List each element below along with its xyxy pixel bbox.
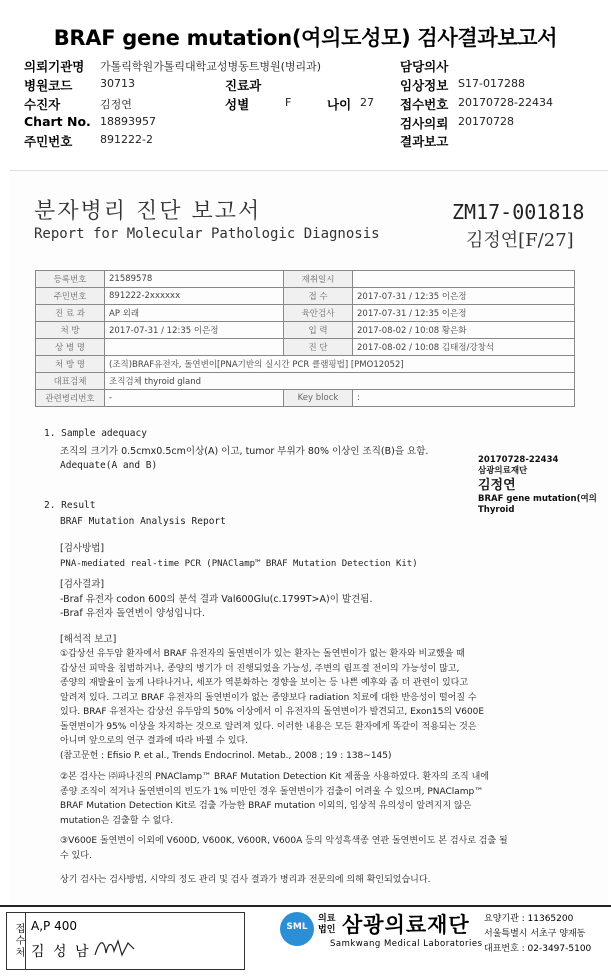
table-cell: 진 단 (284, 339, 353, 356)
section1-line1: 조직의 크기가 0.5cmx0.5cm이상(A) 이고, tumor 부위가 80% 이상인 조직(B)을 요함. (60, 446, 429, 457)
closing-text: 상기 검사는 검사방법, 시약의 정도 관리 및 검사 결과가 병리과 전문의에 의해 확인되었습니다. (60, 875, 431, 885)
report-code: ZM17-001818 (452, 200, 585, 224)
table-cell: : (353, 390, 575, 407)
text-line: (참고문헌 : Efisio P. et al., Trends Endocrinol. Metab., 2008 ; 19 : 138~145) (60, 750, 392, 761)
chart-value: 18893957 (100, 115, 156, 128)
table-cell: 접 수 (284, 288, 353, 305)
table-row (36, 373, 575, 390)
receipt-label: 접수처 (7, 913, 26, 969)
table-row (36, 390, 575, 407)
text-line: 있다. BRAF 유전자는 갑상선 유두암의 50% 이상에서 이 유전자의 돌연변이가 발견되고, Exon15의 V600E (60, 707, 485, 717)
result-label: [검사결과] (60, 579, 105, 590)
text-line: 아니며 앞으로의 연구 결과에 따라 바뀔 수 있다. (60, 736, 249, 746)
logo-text: SML (286, 922, 308, 932)
rrn-value: 891222-2 (100, 133, 153, 146)
table-row (36, 288, 575, 305)
stamp-line: 삼광의료재단 (478, 466, 528, 476)
chart-label: Chart No. (24, 114, 91, 129)
text-line: BRAF Mutation Detection Kit로 검출 가능한 BRAF mutation 이외의, 임상적 유의성이 알려지지 않은 (60, 801, 472, 811)
patient-label: 수진자 (24, 97, 61, 112)
table-cell: 입 력 (284, 322, 353, 339)
org-name: 삼광의료재단 (342, 913, 470, 937)
signature-icon (92, 935, 137, 961)
stamp-line: BRAF gene mutation(여의 (478, 494, 597, 504)
text-line: 종양 조직이 적거나 돌연변이의 빈도가 1% 미만인 경우 돌연변이가 검출이 어려울 수 있으며, PNAClamp™ (60, 786, 484, 797)
sex-value: F (285, 96, 292, 109)
table-cell (353, 271, 575, 288)
table-cell: 2017-08-02 / 10:08 김태정/강창석 (353, 339, 575, 356)
result-line1: -Braf 유전자 codon 600의 분석 결과 Val600Glu(c.1799T>A)이 발견됨. (60, 594, 373, 605)
receipt-no-label: 접수번호 (400, 97, 449, 112)
hospital-code-value: 30713 (100, 77, 135, 90)
text-line: 돌연변이가 95% 이상을 차지하는 것으로 알려져 있다. 이러한 내용은 모든 환자에게 똑같이 적용되는 것은 (60, 721, 477, 732)
sex-label: 성별 (225, 97, 250, 112)
org-prefix-top: 의료 (318, 914, 336, 924)
text-line: ③V600E 돌연변이 이외에 V600D, V600K, V600R, V600A 등의 악성흑색종 연관 돌연변이도 본 검사로 검출 될 (60, 836, 508, 846)
section2-subtitle: BRAF Mutation Analysis Report (60, 516, 226, 527)
text-line: 알려져 있다. 그리고 BRAF 유전자의 돌연변이가 없는 종양보다 radiation 치료에 대한 반응성이 떨어질 수 (60, 692, 477, 703)
table-row (36, 305, 575, 322)
text-line: 갑상선 피막을 침범하거나, 종양의 병기가 더 진행되었을 가능성, 주변의 림프절 전이의 가능성이 많고, (60, 663, 460, 674)
org-phone: 대표번호 : 02-3497-5100 (484, 944, 592, 954)
table-cell: 육안검사 (284, 305, 353, 322)
dept-code: A,P 400 (31, 919, 77, 933)
table-cell: 진 료 과 (36, 305, 105, 322)
section1-title: 1. Sample adequacy (44, 428, 147, 439)
info-table (35, 270, 575, 407)
text-line: 수 있다. (60, 850, 92, 861)
receiver-name: 김 성 남 (31, 944, 91, 960)
receipt-box (6, 912, 245, 970)
institution-label: 의뢰기관명 (24, 59, 85, 74)
table-cell: Key block (284, 390, 353, 407)
table-cell: 처 방 (36, 322, 105, 339)
report-title-kr: 분자병리 진단 보고서 (34, 199, 262, 224)
sml-logo-icon (280, 912, 314, 946)
report-title: BRAF gene mutation(여의도성모) 검사결과보고서 (53, 26, 558, 50)
note2-text (60, 770, 580, 828)
table-cell: 2017-07-31 / 12:35 이은정 (105, 322, 284, 339)
table-cell: 조직검체 thyroid gland (105, 373, 575, 390)
rrn-label: 주민번호 (24, 134, 73, 149)
stamp-line: 김정연 (478, 478, 516, 493)
table-cell: 891222-2xxxxxx (105, 288, 284, 305)
table-cell: 등록번호 (36, 271, 105, 288)
report-label: 결과보고 (400, 134, 449, 149)
interpretation-text (60, 647, 580, 763)
request-label: 검사의뢰 (400, 116, 449, 131)
table-cell: 2017-07-31 / 12:35 이은정 (353, 305, 575, 322)
table-row (36, 322, 575, 339)
table-cell: 상 병 명 (36, 339, 105, 356)
age-value: 27 (360, 96, 374, 109)
section1-line2: Adequate(A and B) (60, 460, 158, 471)
note3-text (60, 834, 580, 863)
patient-value: 김정연 (100, 98, 132, 111)
method-label: [검사방법] (60, 543, 105, 554)
org-code: 요양기관 : 11365200 (484, 914, 574, 924)
table-cell: - (105, 390, 284, 407)
clinical-info-label: 임상정보 (400, 78, 449, 93)
hospital-code-label: 병원코드 (24, 78, 73, 93)
result-line2: -Braf 유전자 돌연변이 양성입니다. (60, 608, 205, 619)
table-cell: 21589578 (105, 271, 284, 288)
org-name-en: Samkwang Medical Laboratories (330, 939, 483, 949)
age-label: 나이 (327, 97, 352, 112)
specimen-stamp (478, 455, 608, 516)
text-line: ①갑상선 유두암 환자에서 BRAF 유전자의 돌연변이가 있는 환자는 돌연변이가 없는 환자와 비교했을 때 (60, 649, 465, 659)
table-cell: 처 방 명 (36, 356, 105, 373)
org-prefix (318, 914, 335, 936)
org-address: 서울특별시 서초구 양재동 (484, 929, 586, 939)
table-cell: (조직)BRAF유전자, 돌연변이[PNA기반의 실시간 PCR 클램핑법] [PMO12052] (105, 356, 575, 373)
table-row (36, 339, 575, 356)
doctor-label: 담당의사 (400, 59, 449, 74)
text-line: ②본 검사는 ㈜파나진의 PNAClamp™ BRAF Mutation Detection Kit 제품을 사용하였다. 환자의 조직 내에 (60, 772, 489, 782)
receipt-no-value: 20170728-22434 (458, 96, 553, 109)
org-prefix-bottom: 법인 (318, 925, 336, 935)
report-patient: 김정연[F/27] (466, 230, 574, 251)
stamp-line: 20170728-22434 (478, 455, 559, 465)
text-line: 종양의 재발율이 높게 나타나거나, 세포가 역분화하는 경향을 보이는 등 나쁜 예후와 좀 더 관련이 있다고 (60, 678, 469, 688)
table-cell (105, 339, 284, 356)
table-cell: 대표검체 (36, 373, 105, 390)
table-row (36, 271, 575, 288)
stamp-line: Thyroid (478, 505, 515, 515)
section2-title: 2. Result (44, 500, 96, 511)
table-cell: 관련병리번호 (36, 390, 105, 407)
report-title-en: Report for Molecular Pathologic Diagnosis (34, 226, 380, 242)
table-row (36, 356, 575, 373)
table-cell: 재취일시 (284, 271, 353, 288)
dept-label: 진료과 (225, 78, 262, 93)
request-value: 20170728 (458, 115, 514, 128)
text-line: mutation은 검출할 수 없다. (60, 815, 174, 826)
table-cell: 주민번호 (36, 288, 105, 305)
institution-value: 가톨릭학원가톨릭대학교성병동트병원(병리과) (100, 60, 322, 73)
table-cell: 2017-07-31 / 12:35 이은정 (353, 288, 575, 305)
method-value: PNA-mediated real-time PCR (PNAClamp™ BRAF Mutation Detection Kit) (60, 559, 418, 569)
clinical-info-value: S17-017288 (458, 77, 525, 90)
table-cell: AP 외래 (105, 305, 284, 322)
org-contact (484, 912, 591, 957)
table-cell: 2017-08-02 / 10:08 황은화 (353, 322, 575, 339)
interpretation-label: [해석적 보고] (60, 634, 117, 645)
